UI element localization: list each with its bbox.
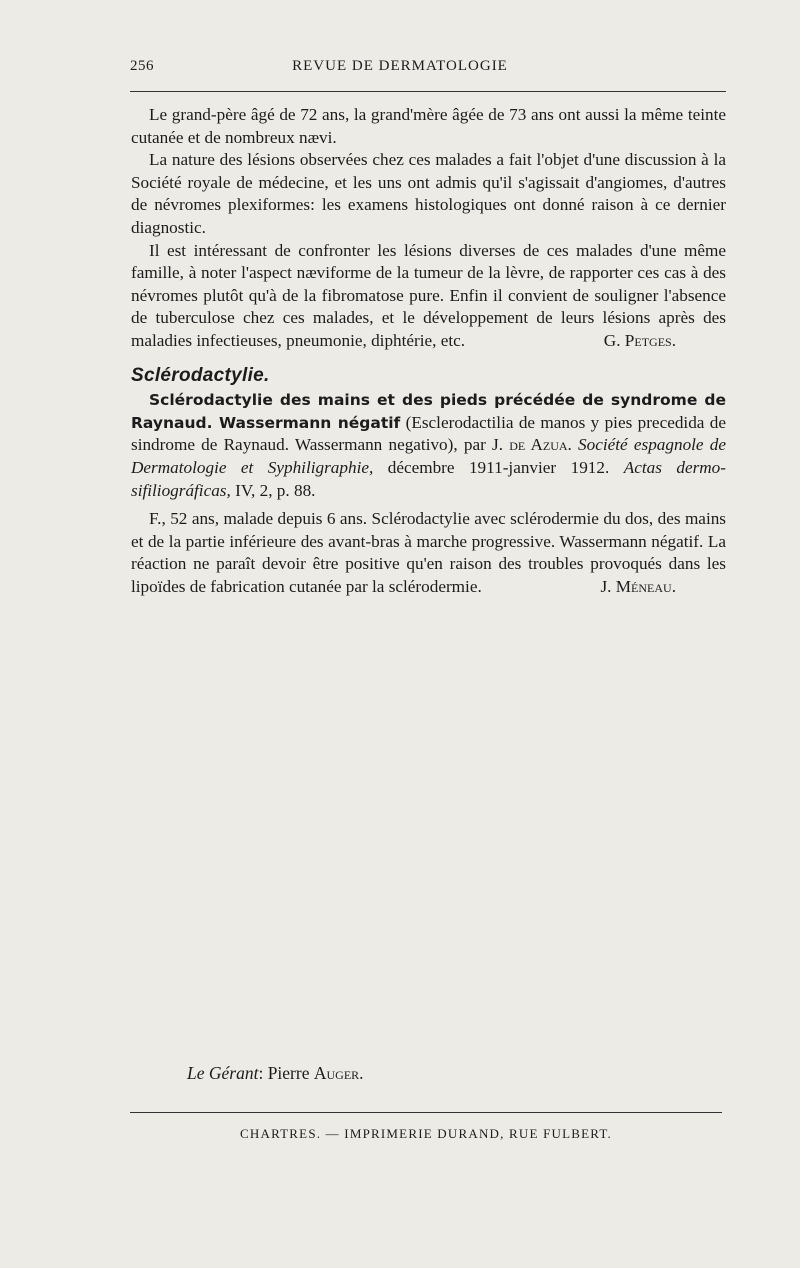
paragraph: La nature des lésions observées chez ces malades a fait l'objet d'une discussion à la Société royale de médecine, et les uns ont admis qu'il s'agissait d'angiomes, d'autres de névromes plexiformes: les examens histologiques ont donné raison à ce dernier diagnostic.: [131, 150, 726, 237]
gerant-sep: : Pierre: [258, 1063, 314, 1083]
issue-date: décembre 1911-janvier 1912.: [373, 457, 624, 477]
running-title: REVUE DE DERMATOLOGIE: [292, 58, 508, 74]
imprint: CHARTRES. — IMPRIMERIE DURAND, RUE FULBERT.: [240, 1126, 612, 1141]
paragraph: [131, 508, 726, 598]
signature: J. Méneau.: [600, 576, 676, 596]
header-rule: [130, 91, 726, 92]
reference: IV, 2, p. 88.: [230, 480, 316, 500]
article-title: Sclérodactylie des mains et des pieds précédée de syndrome de Raynaud. Wassermann négatif: [131, 391, 726, 432]
article-heading-text: (Esclerodactilia de manos y pies precedida de sindrome de Raynaud. Wassermann negativo), par J.: [131, 412, 726, 455]
paragraph: Le grand-père âgé de 72 ans, la grand'mère âgée de 73 ans ont aussi la même teinte cutanée et de nombreux nævi.: [131, 105, 726, 147]
journal-name: Société espagnole de Dermatologie et Syphiligraphie,: [131, 435, 726, 477]
gerant-label: Le Gérant: [187, 1063, 259, 1083]
gerant-line: [187, 1063, 364, 1084]
page-number: 256: [130, 58, 154, 74]
section-title: Sclérodactylie.: [131, 364, 270, 386]
author-name: de Azua: [509, 435, 568, 455]
signature: G. Petges.: [603, 330, 676, 350]
paragraph: [131, 240, 726, 353]
footer-rule: [130, 1112, 722, 1113]
paragraph-text: Il est intéressant de confronter les lésions diverses de ces malades d'une même famille, à noter l'aspect næviforme de la tumeur de la lèvre, de rapporter ces cas à des névromes plutôt qu'à de la fibromatose pure. Enfin il convient de souligner l'absence de tuberculose chez ces malades, et le développement de leurs lésions après des maladies infectieuses, pneumonie, diphtérie, etc.: [131, 240, 726, 350]
page-body: [131, 104, 726, 598]
acta-title: Actas dermo-sifiliográficas,: [131, 457, 726, 500]
paragraph-text: F., 52 ans, malade depuis 6 ans. Sclérodactylie avec sclérodermie du dos, des mains et de la partie inférieure des avant-bras à marche progressive. Wassermann négatif. La réaction ne paraît devoir être positive qu'en raison des troubles provoqués dans les lipoïdes de fabrication cutanée par la sclérodermie.: [131, 509, 726, 596]
author-end: .: [567, 435, 579, 455]
gerant-name: Auger: [313, 1063, 360, 1083]
article-heading: [131, 389, 726, 502]
gerant-end: .: [359, 1063, 364, 1083]
